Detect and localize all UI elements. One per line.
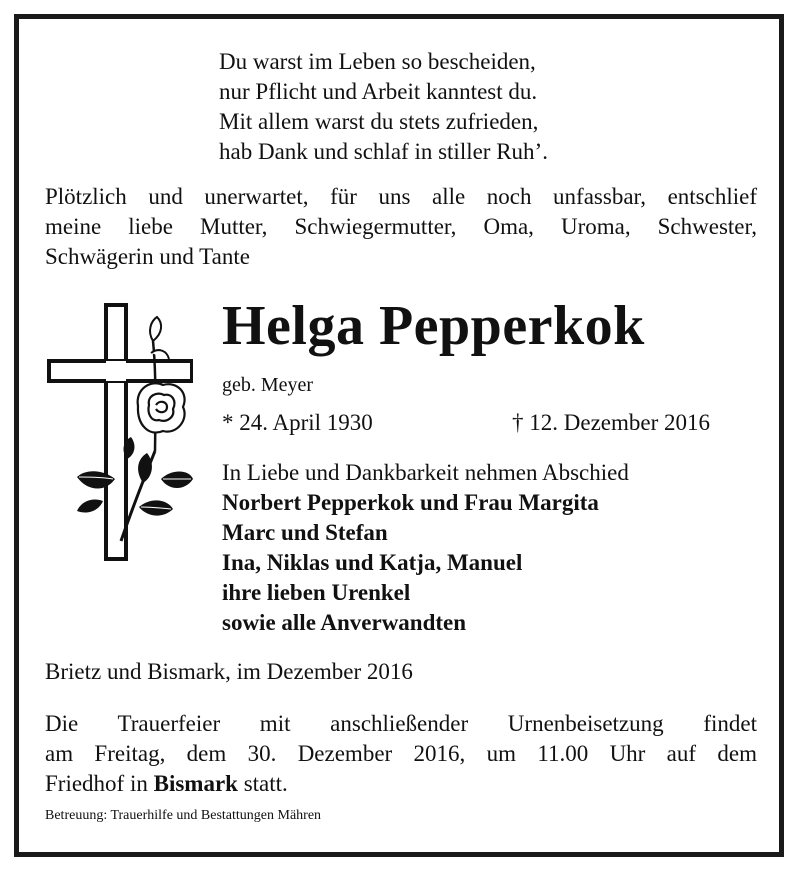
poem-line: hab Dank und schlaf in stiller Ruh’. <box>219 139 548 164</box>
poem-line: Du warst im Leben so bescheiden, <box>219 49 536 74</box>
service-text: Friedhof in <box>45 771 148 796</box>
obituary-notice <box>14 14 784 857</box>
intro-text <box>45 182 757 272</box>
intro-line: meine liebe Mutter, Schwiegermutter, Oma, Uroma, Schwester, <box>45 214 757 239</box>
mourners <box>222 458 629 638</box>
cemetery-place: Bismark <box>153 771 238 796</box>
mourner-line: sowie alle Anverwandten <box>222 610 467 635</box>
mourner-line: ihre lieben Urenkel <box>222 580 411 605</box>
service-line: Die Trauerfeier mit anschließender Urnenbeisetzung findet <box>45 711 757 736</box>
mourners-intro: In Liebe und Dankbarkeit nehmen Abschied <box>222 460 629 485</box>
undertaker-credit: Betreuung: Trauerhilfe und Bestattungen Mähren <box>45 808 322 823</box>
intro-line: Plötzlich und unerwartet, für uns alle noch unfassbar, entschlief <box>45 184 757 209</box>
place-and-date: Brietz und Bismark, im Dezember 2016 <box>45 659 413 684</box>
service-line: am Freitag, dem 30. Dezember 2016, um 11.00 Uhr auf dem <box>45 741 757 766</box>
deceased-name: Helga Pepperkok <box>222 295 645 357</box>
poem-line: nur Pflicht und Arbeit kanntest du. <box>219 79 538 104</box>
death-date: † 12. Dezember 2016 <box>512 410 710 435</box>
funeral-service-info <box>45 709 757 799</box>
birth-date: * 24. April 1930 <box>222 410 373 435</box>
cross-with-rose-icon <box>43 301 193 563</box>
service-line <box>45 769 757 799</box>
maiden-name: geb. Meyer <box>222 374 314 396</box>
intro-line: Schwägerin und Tante <box>45 244 250 269</box>
mourner-line: Norbert Pepperkok und Frau Margita <box>222 490 599 515</box>
mourner-line: Marc und Stefan <box>222 520 388 545</box>
mourner-line: Ina, Niklas und Katja, Manuel <box>222 550 523 575</box>
service-text: statt. <box>243 771 288 796</box>
poem <box>219 47 548 167</box>
poem-line: Mit allem warst du stets zufrieden, <box>219 109 539 134</box>
